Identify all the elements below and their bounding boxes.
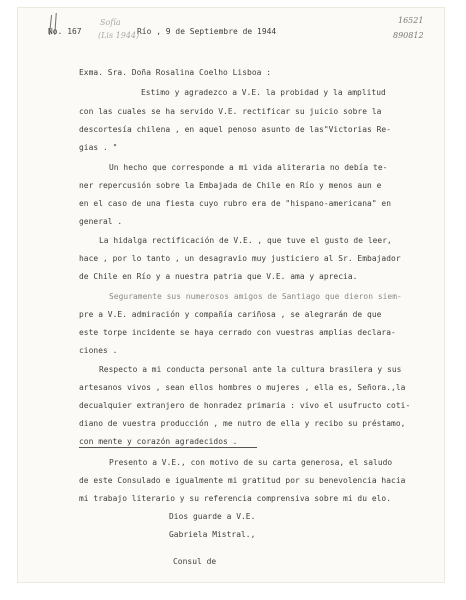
body-line: artesanos vivos , sean ellos hombres o mujeres , ella es, Señora.,la (79, 383, 406, 392)
body-line: de Chile en Río y a nuestra patria que V.E. ama y aprecia. (79, 272, 358, 281)
archive-code: 890812 (393, 31, 424, 40)
body-line: este torpe incidente se haya cerrado con vuestras amplias declara- (79, 328, 396, 337)
salutation: Exma. Sra. Doña Rosalina Coelho Lisboa : (79, 68, 272, 77)
pencil-note: (Lis 1944) (98, 31, 140, 40)
body-line: La hidalga rectificación de V.E. , que tuve el gusto de leer, (99, 236, 392, 245)
body-line: con mente y corazón agradecidos . (79, 437, 238, 446)
body-line: ner repercusión sobre la Embajada de Chile en Río y menos aun e (79, 181, 382, 190)
body-line: Un hecho que corresponde a mi vida aliteraria no debía te- (109, 163, 388, 172)
closing-line: Dios guarde a V.E. (169, 512, 256, 521)
body-line: diano de vuestra producción , me nutro de ella y recibo su préstamo, (79, 419, 406, 428)
body-line: en el caso de una fiesta cuyo rubro era de "hispano-americana" en (79, 199, 392, 208)
body-line: Presento a V.E., con motivo de su carta generosa, el saludo (109, 458, 393, 467)
date-line: Río , 9 de Septiembre de 1944 (137, 27, 277, 36)
body-line: Seguramente sus numerosos amigos de Santiago que dieron siem- (109, 292, 402, 301)
body-line: pre a V.E. admiración y compañía cariñosa , se alegrarán de que (79, 310, 382, 319)
body-line: Estimo y agradezco a V.E. la probidad y la amplitud (141, 88, 386, 97)
body-line: ciones . (79, 346, 118, 355)
pencil-note: Sofía (100, 18, 121, 27)
body-line: Respecto a mi conducta personal ante la cultura brasilera y sus (99, 365, 402, 374)
letter-number: No. 167 (48, 27, 82, 36)
body-line: con las cuales se ha servido V.E. rectificar su juicio sobre la (79, 107, 382, 116)
body-line: mi trabajo literario y su referencia comprensiva sobre mi du elo. (79, 494, 392, 503)
body-line: gias . " (79, 143, 118, 152)
body-line: general . (79, 217, 123, 226)
body-line: descortesía chilena , en aquel penoso asunto de las"Victorias Re- (79, 125, 392, 134)
body-line: decualquier extranjero de honradez primaria : vivo el usufructo coti- (79, 401, 411, 410)
signature-name: Gabriela Mistral., (169, 530, 256, 539)
archive-code: 16521 (398, 16, 424, 25)
signature-title: Consul de (173, 557, 217, 566)
handwritten-underline (79, 447, 257, 448)
body-line: hace , por lo tanto , un desagravio muy justiciero al Sr. Embajador (79, 254, 401, 263)
body-line: de este Consulado e igualmente mi gratitud por su benevolencia hacia (79, 476, 406, 485)
letter-page (18, 8, 444, 582)
